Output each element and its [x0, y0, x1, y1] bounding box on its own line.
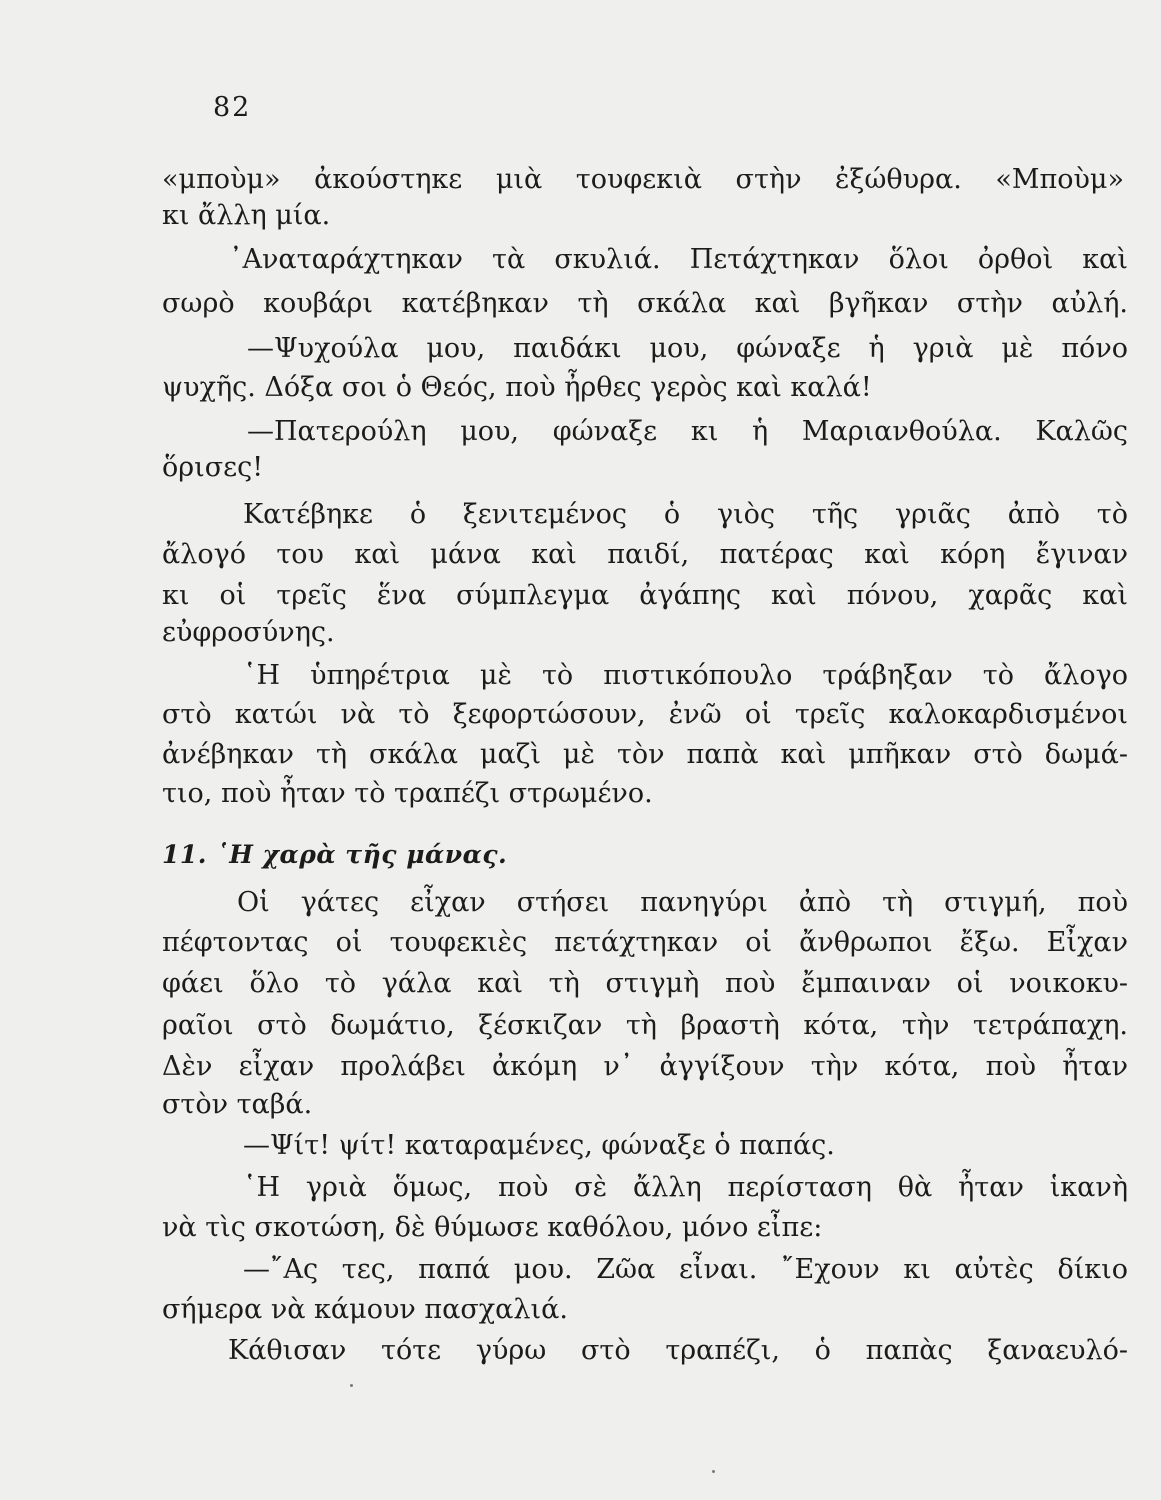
text-line: κι ἄλλη μία. — [162, 200, 331, 231]
text-line: ἀνέβηκαν τὴ σκάλα μαζὶ μὲ τὸν παπὰ καὶ μπῆκαν στὸ δωμά- — [162, 739, 1128, 770]
text-line: ᾿Αναταράχτηκαν τὰ σκυλιά. Πετάχτηκαν ὅλοι ὀρθοὶ καὶ — [229, 244, 1128, 275]
text-line: πέφτοντας οἱ τουφεκιὲς πετάχτηκαν οἱ ἄνθρωποι ἔξω. Εἶχαν — [162, 927, 1128, 958]
text-line: —Ψίτ! ψίτ! καταραμένες, φώναξε ὁ παπάς. — [243, 1130, 835, 1161]
text-line: —῎Ας τες, παπά μου. Ζῶα εἶναι. ῎Εχουν κι αὐτὲς δίκιο — [243, 1254, 1128, 1285]
text-line: νὰ τὶς σκοτώση, δὲ θύμωσε καθόλου, μόνο εἶπε: — [162, 1212, 823, 1243]
text-line: φάει ὅλο τὸ γάλα καὶ τὴ στιγμὴ ποὺ ἔμπαιναν οἱ νοικοκυ- — [162, 968, 1128, 999]
text-line: —Πατερούλη μου, φώναξε κι ἡ Μαριανθούλα. Καλῶς — [247, 416, 1128, 447]
text-line: ὅρισες! — [162, 452, 264, 483]
text-line: ῾Η ὑπηρέτρια μὲ τὸ πιστικόπουλο τράβηξαν τὸ ἄλογο — [243, 660, 1128, 691]
text-line: στὸ κατώι νὰ τὸ ξεφορτώσουν, ἐνῶ οἱ τρεῖς καλοκαρδισμένοι — [162, 699, 1128, 730]
text-line: κι οἱ τρεῖς ἕνα σύμπλεγμα ἀγάπης καὶ πόνου, χαρᾶς καὶ — [162, 580, 1128, 611]
text-line: ραῖοι στὸ δωμάτιο, ξέσκιζαν τὴ βραστὴ κότα, τὴν τετράπαχη. — [162, 1010, 1128, 1041]
text-line: —Ψυχούλα μου, παιδάκι μου, φώναξε ἡ γριὰ μὲ πόνο — [247, 333, 1128, 364]
paper-speck — [350, 1384, 353, 1387]
text-line: τιο, ποὺ ἦταν τὸ τραπέζι στρωμένο. — [162, 778, 653, 809]
section-heading: 11. ῾Η χαρὰ τῆς μάνας. — [162, 840, 508, 869]
text-line: εὐφροσύνης. — [162, 617, 335, 648]
text-line: στὸν ταβά. — [162, 1089, 313, 1120]
page-number: 82 — [213, 92, 252, 123]
text-line: Οἱ γάτες εἶχαν στήσει πανηγύρι ἀπὸ τὴ στιγμή, ποὺ — [237, 887, 1128, 918]
text-line: «μποὺμ» ἀκούστηκε μιὰ τουφεκιὰ στὴν ἐξώθυρα. «Μποὺμ» — [162, 164, 1124, 195]
paper-speck — [712, 1470, 715, 1473]
text-line: ῾Η γριὰ ὅμως, ποὺ σὲ ἄλλη περίσταση θὰ ἦταν ἱκανὴ — [243, 1172, 1128, 1203]
text-line: ἄλογό του καὶ μάνα καὶ παιδί, πατέρας καὶ κόρη ἔγιναν — [162, 539, 1128, 570]
text-line: Δὲν εἶχαν προλάβει ἀκόμη ν᾿ ἀγγίξουν τὴν κότα, ποὺ ἦταν — [162, 1051, 1128, 1082]
text-line: σωρὸ κουβάρι κατέβηκαν τὴ σκάλα καὶ βγῆκαν στὴν αὐλή. — [162, 288, 1128, 319]
text-line: ψυχῆς. Δόξα σοι ὁ Θεός, ποὺ ἦρθες γερὸς καὶ καλά! — [162, 372, 872, 403]
text-line: σήμερα νὰ κάμουν πασχαλιά. — [162, 1294, 568, 1325]
text-line: Κατέβηκε ὁ ξενιτεμένος ὁ γιὸς τῆς γριᾶς ἀπὸ τὸ — [243, 499, 1128, 530]
text-line: Κάθισαν τότε γύρω στὸ τραπέζι, ὁ παπὰς ξαναευλό- — [228, 1335, 1128, 1366]
